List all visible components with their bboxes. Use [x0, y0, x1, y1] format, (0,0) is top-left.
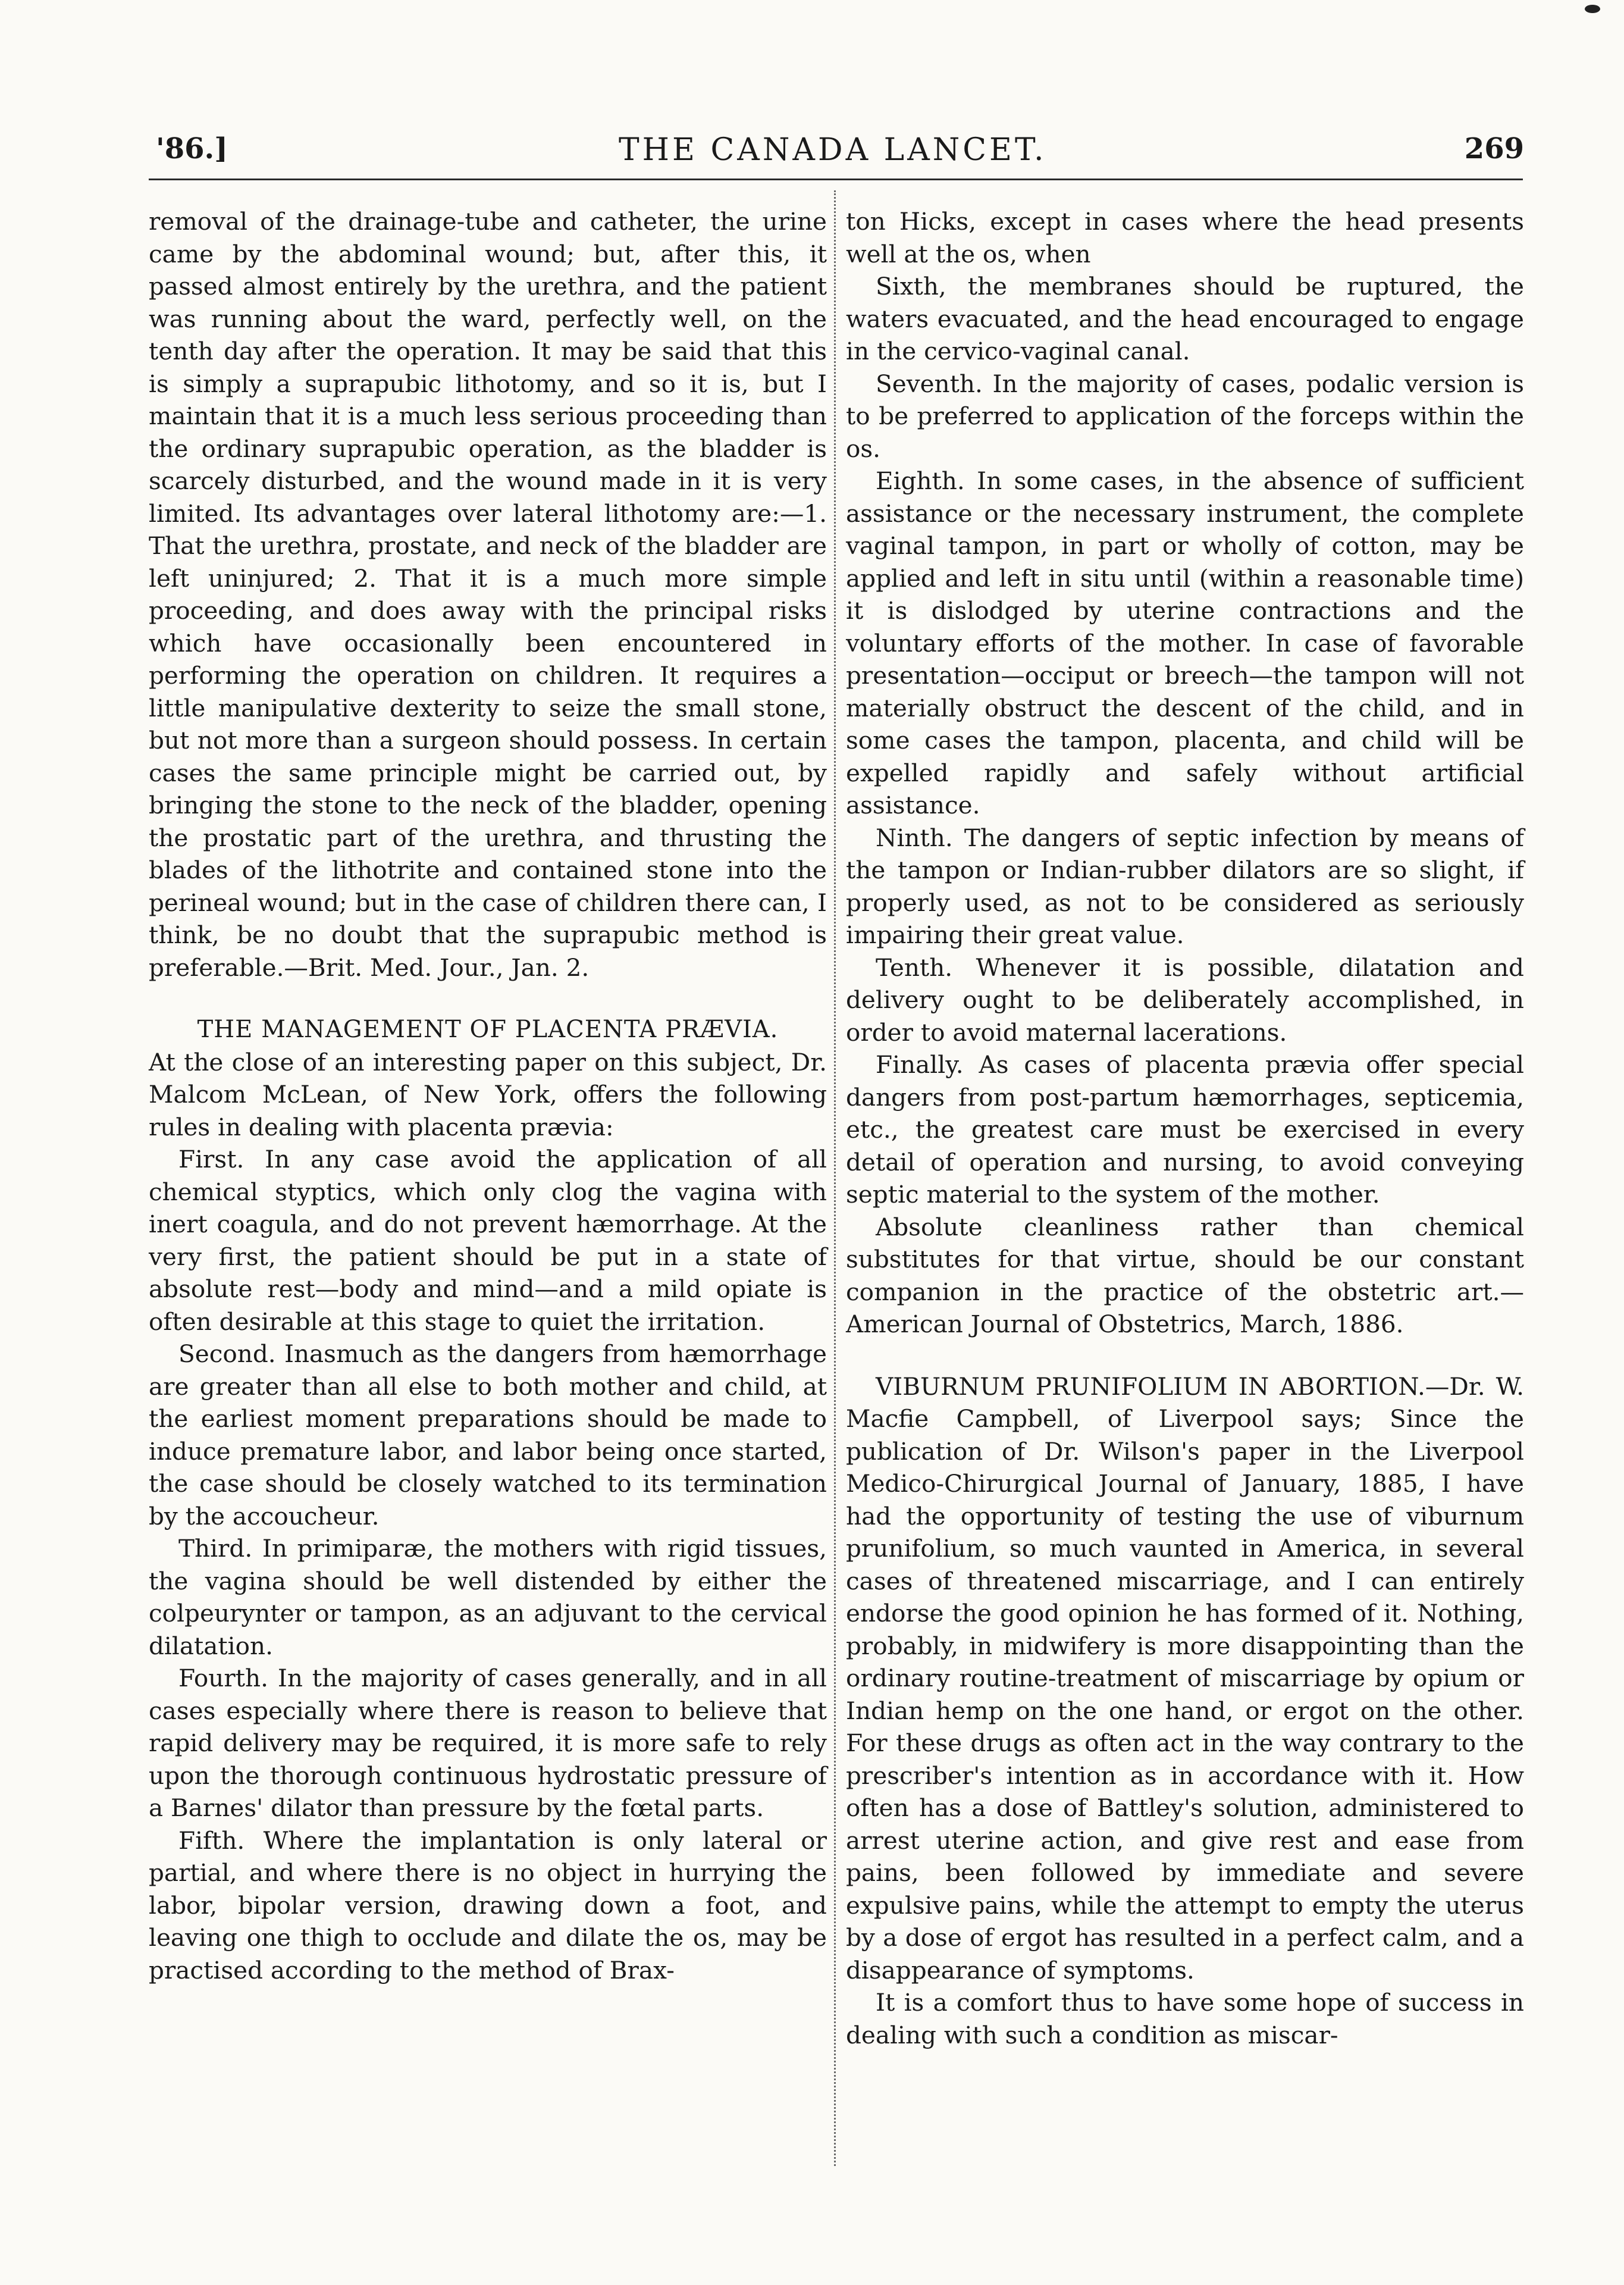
left-column	[149, 205, 827, 1986]
comfort-paragraph: It is a comfort thus to have some hope of success in dealing with such a condition as miscar-	[846, 1988, 1524, 2049]
ink-mark	[1585, 5, 1600, 13]
section-spacer	[846, 1341, 1524, 1370]
section-spacer	[149, 984, 827, 1013]
viburnum-paragraph: VIBURNUM PRUNIFOLIUM IN ABORTION.—Dr. W. Macfie Campbell, of Liverpool says; Since the publication of Dr. Wilson's paper in the Liverpool Medico-Chirurgical Journal of January, 1885, I have had the opportunity of testing the use of viburnum prunifolium, so much vaunted in America, in several cases of threatened miscarriage, and I can entirely endorse the good opinion he has formed of it. Nothing, probably, in midwifery is more disappointing than the ordinary routine-treatment of miscarriage by opium or Indian hemp on the one hand, or ergot on the other. For these drugs as often act in the way contrary to the prescriber's intention as in accordance with it. How often has a dose of Battley's solution, administered to arrest uterine action, and give rest and ease from pains, been followed by immediate and severe expulsive pains, while the attempt to empty the uterus by a dose of ergot has resulted in a perfect calm, and a disappearance of symptoms.	[846, 1372, 1524, 1984]
continuation-paragraph: ton Hicks, except in cases where the head presents well at the os, when	[846, 207, 1524, 268]
journal-title: THE CANADA LANCET.	[619, 132, 1047, 168]
rule-finally: Finally. As cases of placenta prævia offer special dangers from post-partum hæmorrhages, septicemia, etc., the greatest care must be exercised in every detail of operation and nursing, to avoid conveying septic material to the system of the mother.	[846, 1050, 1524, 1209]
header-year: '86.]	[156, 132, 228, 165]
rule-ninth: Ninth. The dangers of septic infection by means of the tampon or Indian-rubber dilators are so slight, if properly used, as not to be considered as seriously impairing their great value.	[846, 823, 1524, 949]
rule-seventh: Seventh. In the majority of cases, podalic version is to be preferred to application of the forceps within the os.	[846, 369, 1524, 463]
page-number: 269	[1464, 132, 1524, 165]
header-rule	[149, 179, 1523, 180]
rule-sixth: Sixth, the membranes should be ruptured, the waters evacuated, and the head encouraged to engage in the cervico-vaginal canal.	[846, 272, 1524, 365]
rule-eighth: Eighth. In some cases, in the absence of sufficient assistance or the necessary instrument, the complete vaginal tampon, in part or wholly of cotton, may be applied and left in situ until (within a reasonable time) it is dislodged by uterine contractions and the voluntary efforts of the mother. In case of favorable presentation—occiput or breech—the tampon will not materially obstruct the descent of the child, and in some cases the tampon, placenta, and child will be expelled rapidly and safely without artificial assistance.	[846, 467, 1524, 819]
page-header	[0, 132, 1624, 180]
rule-tenth: Tenth. Whenever it is possible, dilatation and delivery ought to be deliberately accomplished, in order to avoid maternal lacerations.	[846, 953, 1524, 1047]
right-column	[846, 205, 1524, 2051]
rule-second: Second. Inasmuch as the dangers from hæmorrhage are greater than all else to both mother and child, at the earliest moment preparations should be made to induce premature labor, and labor being once started, the case should be closely watched to its termination by the accoucheur.	[149, 1339, 827, 1530]
column-divider	[834, 190, 836, 2166]
rule-fifth: Fifth. Where the implantation is only lateral or partial, and where there is no object in hurrying the labor, bipolar version, drawing down a foot, and leaving one thigh to occlude and dilate the os, may be practised according to the method of Brax-	[149, 1826, 827, 1984]
intro-paragraph: At the close of an interesting paper on this subject, Dr. Malcom McLean, of New York, offers the following rules in dealing with placenta prævia:	[149, 1047, 827, 1141]
section-title-placenta-praevia: THE MANAGEMENT OF PLACENTA PRÆVIA.	[197, 1016, 779, 1043]
rule-fourth: Fourth. In the majority of cases generally, and in all cases especially where there is reason to believe that rapid delivery may be required, it is more safe to rely upon the thorough continuous hydrostatic pressure of a Barnes' dilator than pressure by the fœtal parts.	[149, 1664, 827, 1822]
rule-third: Third. In primiparæ, the mothers with rigid tissues, the vagina should be well distended by either the colpeurynter or tampon, as an adjuvant to the cervical dilatation.	[149, 1534, 827, 1660]
closing-paragraph: Absolute cleanliness rather than chemical substitutes for that virtue, should be our constant companion in the practice of the obstetric art.—American Journal of Obstetrics, March, 1886.	[846, 1212, 1524, 1338]
lithotomy-paragraph: removal of the drainage-tube and catheter, the urine came by the abdominal wound; but, after this, it passed almost entirely by the urethra, and the patient was running about the ward, perfectly well, on the tenth day after the operation. It may be said that this is simply a suprapubic lithotomy, and so it is, but I maintain that it is a much less serious proceeding than the ordinary suprapubic operation, as the bladder is scarcely disturbed, and the wound made in it is very limited. Its advantages over lateral lithotomy are:—1. That the urethra, prostate, and neck of the bladder are left uninjured; 2. That it is a much more simple proceeding, and does away with the principal risks which have occasionally been encountered in performing the operation on children. It requires a little manipulative dexterity to seize the small stone, but not more than a surgeon should possess. In certain cases the same principle might be carried out, by bringing the stone to the neck of the bladder, opening the prostatic part of the urethra, and thrusting the blades of the lithotrite and contained stone into the perineal wound; but in the case of children there can, I think, be no doubt that the suprapubic method is preferable.—Brit. Med. Jour., Jan. 2.	[149, 207, 827, 982]
rule-first: First. In any case avoid the application of all chemical styptics, which only clog the vagina with inert coagula, and do not prevent hæmorrhage. At the very first, the patient should be put in a state of absolute rest—body and mind—and a mild opiate is often desirable at this stage to quiet the irritation.	[149, 1145, 827, 1336]
